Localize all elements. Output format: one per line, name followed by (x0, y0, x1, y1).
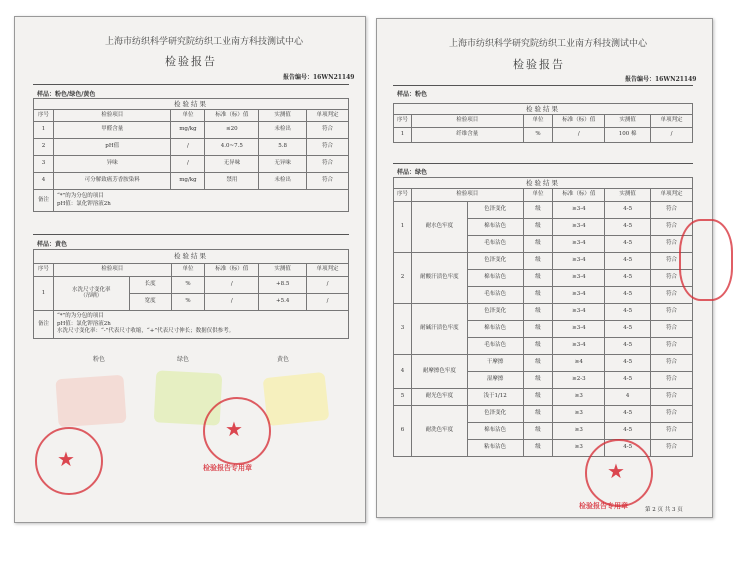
table-row (34, 277, 349, 294)
cell: 级 (523, 236, 553, 253)
cell: 级 (523, 219, 553, 236)
cell: 未检出 (259, 122, 307, 139)
cell: 1 (394, 128, 412, 143)
fabric-swatch-pink (55, 375, 126, 428)
divider (393, 163, 693, 164)
report-number: 报告编号：16WN21149 (283, 74, 355, 81)
col-header: 标准（标）值 (205, 110, 259, 122)
red-seal-stamp-partial (679, 219, 733, 301)
col-header: 实测值 (605, 115, 651, 128)
table-row (34, 156, 349, 173)
cell: 符合 (651, 355, 693, 372)
col-header: 单项判定 (651, 115, 693, 128)
cell: 符合 (651, 270, 693, 287)
cell: 禁用 (205, 173, 259, 190)
result-table-2 (33, 249, 349, 339)
divider (393, 85, 693, 86)
cell: 符合 (651, 236, 693, 253)
org-name: 上海市纺织科学研究院纺织工业南方科技测试中心 (449, 39, 648, 49)
cell: / (205, 294, 259, 311)
col-header: 单位 (171, 110, 205, 122)
cell: 色泽变化 (467, 304, 523, 321)
cell: ≥4 (553, 355, 605, 372)
col-header: 单位 (171, 264, 205, 277)
swatch-label-yellow: 黄色 (277, 356, 290, 363)
table-row (34, 139, 349, 156)
table-caption: 检验结果 (394, 104, 693, 115)
cell: 4-5 (605, 253, 651, 270)
cell: +8.5 (259, 277, 307, 294)
cell: 1 (34, 122, 54, 139)
col-header: 序号 (34, 110, 54, 122)
cell: ≥3-4 (553, 236, 605, 253)
cell: 符合 (307, 156, 349, 173)
cell: 1 (394, 202, 412, 253)
cell: 干摩擦 (467, 355, 523, 372)
cell: 级 (523, 372, 553, 389)
cell: 4 (394, 355, 412, 389)
cell: 级 (523, 304, 553, 321)
cell: 耐光色牢度 (411, 389, 467, 406)
divider (33, 84, 349, 85)
report-number: 报告编号：16WN21149 (625, 76, 697, 83)
cell: / (171, 139, 205, 156)
col-header: 检验项目 (411, 189, 523, 202)
cell: 级 (523, 202, 553, 219)
cell: 2 (34, 139, 54, 156)
cell: 色泽变化 (467, 253, 523, 270)
cell: 符合 (651, 440, 693, 457)
cell: 符合 (651, 304, 693, 321)
table-row (394, 406, 693, 423)
cell: 级 (523, 270, 553, 287)
report-page-right (376, 18, 713, 518)
star-icon: ★ (607, 459, 625, 483)
cell: 棉布沾色 (467, 270, 523, 287)
cell: 无异味 (205, 156, 259, 173)
note-label: 备注 (34, 190, 54, 212)
cell: 级 (523, 253, 553, 270)
col-header: 单项判定 (307, 264, 349, 277)
report-title: 检验报告 (513, 58, 565, 71)
cell: / (553, 128, 605, 143)
cell: 级 (523, 355, 553, 372)
note-line: “*”的为分包的项目 (56, 193, 104, 200)
cell: 毛布沾色 (467, 236, 523, 253)
cell: 耐摩擦色牢度 (411, 355, 467, 389)
cell: 5 (394, 389, 412, 406)
cell: 4-5 (605, 304, 651, 321)
cell: 纤维含量 (411, 128, 523, 143)
cell: 色泽变化 (467, 406, 523, 423)
col-header: 检验项目 (53, 264, 171, 277)
cell: 符合 (651, 389, 693, 406)
cell: 4-5 (605, 219, 651, 236)
cell: 符合 (651, 287, 693, 304)
table-row (394, 202, 693, 219)
divider (33, 234, 349, 235)
cell: 5.8 (259, 139, 307, 156)
cell: ≤20 (205, 122, 259, 139)
cell: 毛布沾色 (467, 287, 523, 304)
result-table-4 (393, 177, 693, 457)
cell: 色泽变化 (467, 202, 523, 219)
swatch-label-green: 绿色 (177, 356, 190, 363)
cell: 4-5 (605, 423, 651, 440)
cell: 3 (394, 304, 412, 355)
cell: / (307, 294, 349, 311)
note-cell (53, 311, 348, 339)
col-header: 标准（标）值 (553, 189, 605, 202)
cell: 符合 (651, 321, 693, 338)
item-name: 水洗尺寸变化率 (72, 287, 111, 293)
table-row (394, 355, 693, 372)
table-caption: 检验结果 (34, 250, 349, 264)
col-header: 标准（标）值 (553, 115, 605, 128)
cell: % (171, 277, 205, 294)
org-name: 上海市纺织科学研究院纺织工业南方科技测试中心 (105, 37, 304, 47)
cell: 长度 (129, 277, 171, 294)
note-label: 备注 (34, 311, 54, 339)
page-number: 第 2 页 共 3 页 (645, 507, 683, 513)
cell: 级 (523, 406, 553, 423)
table-row (394, 389, 693, 406)
cell: 级 (523, 389, 553, 406)
col-header: 实测值 (259, 264, 307, 277)
cell: 棉布沾色 (467, 219, 523, 236)
cell: 甲醛含量 (53, 122, 171, 139)
cell: ≥3-4 (553, 338, 605, 355)
cell: 4-5 (605, 287, 651, 304)
cell: ≥3-4 (553, 304, 605, 321)
cell: 符合 (651, 338, 693, 355)
cell: ≥3-4 (553, 219, 605, 236)
cell: 4-5 (605, 236, 651, 253)
table-row (394, 253, 693, 270)
table-row (394, 304, 693, 321)
cell: 耐酸汗渍色牢度 (411, 253, 467, 304)
cell: 4-5 (605, 372, 651, 389)
cell: 级 (523, 423, 553, 440)
cell: 未检出 (259, 173, 307, 190)
cell: ≥3-4 (553, 270, 605, 287)
cell: 符合 (307, 122, 349, 139)
cell: 4-5 (605, 338, 651, 355)
cell: 符合 (307, 139, 349, 156)
cell: 可分解致癌芳香胺染料 (53, 173, 171, 190)
col-header: 序号 (34, 264, 54, 277)
result-table-3 (393, 103, 693, 143)
col-header: 单项判定 (651, 189, 693, 202)
cell: 级 (523, 338, 553, 355)
cell: 耐洗色牢度 (411, 406, 467, 457)
cell: ≥3 (553, 389, 605, 406)
col-header: 序号 (394, 189, 412, 202)
table-caption: 检验结果 (34, 99, 349, 110)
cell: ≥3-4 (553, 321, 605, 338)
sample-label: 样品：粉色 (397, 91, 428, 98)
cell: / (205, 277, 259, 294)
sample-label: 样品：绿色 (397, 169, 428, 176)
cell: 浅于1/12 (467, 389, 523, 406)
note-cell (53, 190, 348, 212)
col-header: 实测值 (605, 189, 651, 202)
col-header: 检验项目 (53, 110, 171, 122)
table-caption: 检验结果 (394, 178, 693, 189)
cell: 无异味 (259, 156, 307, 173)
cell: 4-5 (605, 406, 651, 423)
cell: ≥3-4 (553, 253, 605, 270)
cell: 级 (523, 440, 553, 457)
cell: 4 (605, 389, 651, 406)
sample-label: 样品：黄色 (37, 241, 68, 248)
note-line: pH值：氯化钾溶液2h (56, 200, 111, 207)
table-row (34, 122, 349, 139)
stamp-text: 检验报告专用章 (579, 501, 628, 510)
item-subname: （吊晒） (80, 292, 103, 299)
cell: 6 (394, 406, 412, 457)
note-line: 水洗尺寸变化率：“-”代表尺寸收缩，“+”代表尺寸伸长；数据仅供参考。 (56, 328, 235, 335)
cell: 符合 (307, 173, 349, 190)
cell: 毛布沾色 (467, 338, 523, 355)
col-header: 序号 (394, 115, 412, 128)
cell: 4-5 (605, 440, 651, 457)
cell: 4-5 (605, 270, 651, 287)
cell: 级 (523, 287, 553, 304)
cell: pH值 (53, 139, 171, 156)
note-line: pH值：氯化钾溶液2h (56, 320, 111, 327)
cell: mg/kg (171, 173, 205, 190)
cell: 粘布沾色 (467, 440, 523, 457)
col-header: 实测值 (259, 110, 307, 122)
cell: 符合 (651, 372, 693, 389)
cell: 4.0~7.5 (205, 139, 259, 156)
report-page-left (14, 16, 366, 523)
cell: 符合 (651, 219, 693, 236)
cell: mg/kg (171, 122, 205, 139)
cell: 4 (34, 173, 54, 190)
note-line: “*”的为分包的项目 (56, 313, 104, 320)
cell: 棉布沾色 (467, 321, 523, 338)
stamp-text: 检验报告专用章 (203, 463, 252, 472)
cell: 符合 (651, 253, 693, 270)
cell: 耐水色牢度 (411, 202, 467, 253)
cell: / (171, 156, 205, 173)
fabric-swatch-yellow (263, 372, 330, 426)
cell: ≥3-4 (553, 287, 605, 304)
cell: ≥3 (553, 423, 605, 440)
result-table-1 (33, 98, 349, 212)
sample-label: 样品：粉色/绿色/黄色 (37, 91, 96, 98)
cell: 4-5 (605, 321, 651, 338)
cell: 级 (523, 321, 553, 338)
cell: 4-5 (605, 202, 651, 219)
cell: ≥3 (553, 406, 605, 423)
cell: / (307, 277, 349, 294)
cell: % (523, 128, 553, 143)
cell: 符合 (651, 406, 693, 423)
cell: ≥3 (553, 440, 605, 457)
col-header: 单位 (523, 189, 553, 202)
cell: 100 棉 (605, 128, 651, 143)
star-icon: ★ (57, 447, 75, 471)
swatch-label-pink: 粉色 (93, 356, 106, 363)
col-header: 检验项目 (411, 115, 523, 128)
report-title: 检验报告 (165, 55, 217, 68)
table-row (394, 128, 693, 143)
cell: 耐碱汗渍色牢度 (411, 304, 467, 355)
cell: 3 (34, 156, 54, 173)
cell: % (171, 294, 205, 311)
star-icon: ★ (225, 417, 243, 441)
col-header: 单位 (523, 115, 553, 128)
cell: 湿摩擦 (467, 372, 523, 389)
col-header: 标准（标）值 (205, 264, 259, 277)
cell: 1 (34, 277, 54, 311)
cell: / (651, 128, 693, 143)
cell: ≥2-3 (553, 372, 605, 389)
cell: +5.4 (259, 294, 307, 311)
cell: 符合 (651, 202, 693, 219)
cell: 异味 (53, 156, 171, 173)
table-row (34, 173, 349, 190)
col-header: 单项判定 (307, 110, 349, 122)
cell: 符合 (651, 423, 693, 440)
cell: 宽度 (129, 294, 171, 311)
cell: 4-5 (605, 355, 651, 372)
cell (53, 277, 129, 311)
cell: ≥3-4 (553, 202, 605, 219)
cell: 棉布沾色 (467, 423, 523, 440)
cell: 2 (394, 253, 412, 304)
